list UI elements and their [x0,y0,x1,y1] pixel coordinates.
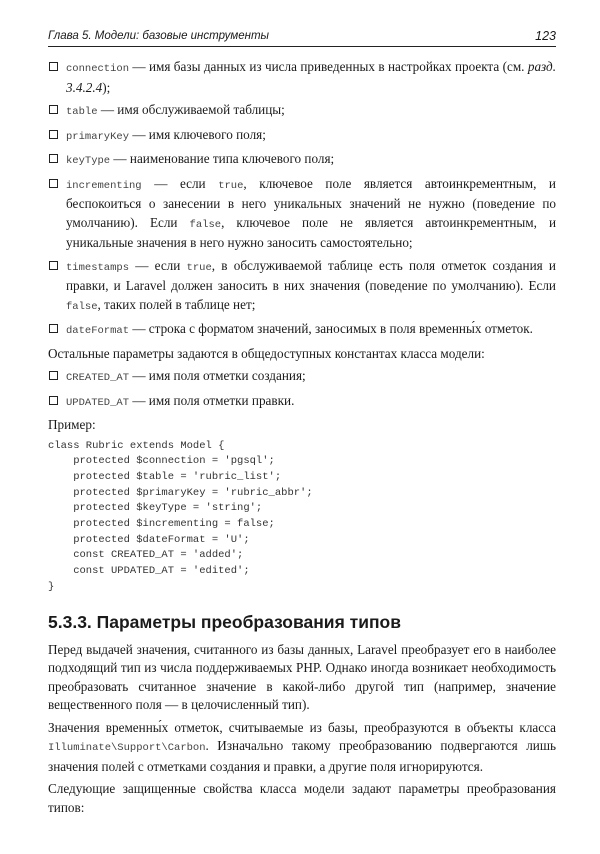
list-item-incrementing: incrementing — если true, ключевое поле является автоинкрементным, и беспокоиться о занесении в него уникальных значений не нужно (поведение по умолчанию). Если false, ключевое поле не является автоинкрементным, и уникальные значения в него нужно заносить самостоятельно; [48,175,556,253]
section-reference: разд. 3.4.2.4 [66,59,556,95]
inline-code: connection [66,63,130,75]
code-line: protected $incrementing = false; [48,518,275,531]
code-line: const CREATED_AT = 'added'; [48,549,244,562]
list-item-created-at: CREATED_AT — имя поля отметки создания; [48,367,556,388]
checkbox-bullet-icon [49,261,58,270]
code-line: protected $primaryKey = 'rubric_abbr'; [48,486,313,499]
paragraph-cast-properties: Следующие защищенные свойства класса модели задают параметры преобразования типов: [48,781,556,815]
section-heading: 5.3.3. Параметры преобразования типов [48,611,401,632]
code-line: protected $table = 'rubric_list'; [48,470,282,483]
inline-code: dateFormat [66,325,130,337]
list-item-primarykey: primaryKey — имя ключевого поля; [48,126,556,147]
checkbox-bullet-icon [49,154,58,163]
inline-code: keyType [66,155,111,167]
inline-code: UPDATED_AT [66,396,130,409]
inline-code: Illuminate\Support\Carbon [48,742,206,755]
checkbox-bullet-icon [49,371,58,380]
checkbox-bullet-icon [49,62,58,71]
inline-code: CREATED_AT [66,372,130,384]
checkbox-bullet-icon [49,179,58,188]
constants-intro: Остальные параметры задаются в общедоступных константах класса модели: [48,345,485,361]
list-item-keytype: keyType — наименование типа ключевого поля; [48,150,556,171]
checkbox-bullet-icon [49,396,58,405]
code-line: const UPDATED_AT = 'edited'; [48,565,250,578]
code-listing [48,439,556,596]
code-line: } [48,580,55,593]
inline-code: incrementing [66,179,142,192]
list-item-table: table — имя обслуживаемой таблицы; [48,101,556,122]
inline-code: primaryKey [66,130,130,143]
code-line: protected $dateFormat = 'U'; [48,533,250,546]
inline-code: table [66,106,98,118]
paragraph-type-conversion: Перед выдачей значения, считанного из базы данных, Laravel преобразует его в наиболее подходящий тип из числа поддерживаемых PHP. Однако иногда возникает необходимость преобразовать считанное значение в какой-либо другой тип (например, значение вещественного поля — в целочисленный тип). [48,641,556,713]
code-line: protected $keyType = 'string'; [48,502,263,515]
list-item-updated-at: UPDATED_AT — имя поля отметки правки. [48,392,556,413]
page-number: 123 [535,29,556,43]
list-item-timestamps: timestamps — если true, в обслуживаемой таблице есть поля отметок создания и правки, и Laravel должен заносить в них значения (поведение по умолчанию). Если false, таких полей в таблице нет; [48,257,556,317]
example-label: Пример: [48,417,96,432]
code-line: protected $connection = 'pgsql'; [48,455,275,468]
chapter-title: Глава 5. Модели: базовые инструменты [48,30,269,42]
inline-code: timestamps [66,261,130,274]
checkbox-bullet-icon [49,324,58,333]
paragraph-timestamps-carbon: Значения временны́х отметок, считываемые из базы, преобразуются в объекты класса Illuminate\Support\Carbon. Изначально такому преобразованию подвергаются лишь значения полей с отметками создания и правки, а другие поля игнорируются. [48,719,556,774]
checkbox-bullet-icon [49,130,58,139]
list-item-dateformat: dateFormat — строка с форматом значений, заносимых в поля временны́х отметок. [48,320,556,341]
page-content [48,58,556,821]
list-item-connection: connection — имя базы данных из числа приведенных в настройках проекта (см. разд. 3.4.2.4); [48,58,556,97]
checkbox-bullet-icon [49,105,58,114]
code-line: class Rubric extends Model { [48,439,225,452]
running-header [48,28,556,47]
